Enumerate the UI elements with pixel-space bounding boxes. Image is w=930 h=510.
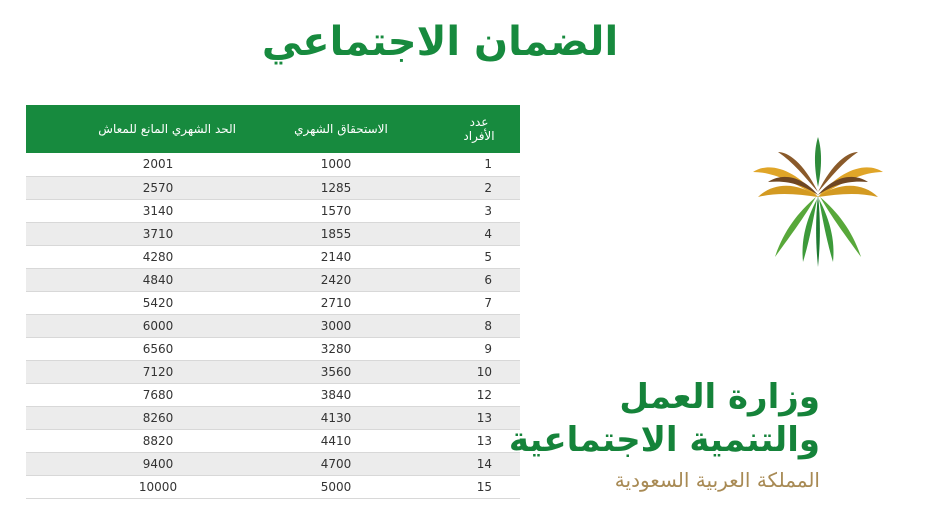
table-row (26, 222, 520, 245)
cell-count: 14 (476, 456, 492, 471)
cell-entitlement: 1285 (320, 180, 352, 195)
cell-limit: 8820 (142, 433, 174, 448)
cell-entitlement: 2420 (320, 272, 352, 287)
table-row (26, 337, 520, 360)
cell-count: 8 (484, 318, 492, 333)
cell-count: 9 (484, 341, 492, 356)
table-row (26, 452, 520, 475)
cell-entitlement: 1000 (320, 157, 352, 172)
table-row (26, 314, 520, 337)
table-row (26, 176, 520, 199)
cell-entitlement: 4410 (320, 433, 352, 448)
cell-count: 10 (476, 364, 492, 379)
table-row (26, 429, 520, 452)
cell-count: 13 (476, 410, 492, 425)
table-row (26, 245, 520, 268)
cell-entitlement: 3000 (320, 318, 352, 333)
cell-entitlement: 1855 (320, 226, 352, 241)
cell-count: 15 (476, 479, 492, 494)
cell-limit: 3710 (142, 226, 174, 241)
table-row (26, 153, 520, 176)
header-entitlement: الاستحقاق الشهري (294, 122, 388, 136)
cell-count: 12 (476, 387, 492, 402)
cell-limit: 7680 (142, 387, 174, 402)
header-limit: الحد الشهري المانع للمعاش (98, 122, 236, 136)
table-row (26, 360, 520, 383)
cell-limit: 6560 (142, 341, 174, 356)
table-header-row (26, 105, 520, 153)
cell-entitlement: 4700 (320, 456, 352, 471)
cell-limit: 9400 (142, 456, 174, 471)
cell-entitlement: 4130 (320, 410, 352, 425)
table-header (26, 105, 520, 153)
header-count-line2: الأفراد (463, 129, 495, 143)
header-count-line1: عدد (469, 115, 489, 129)
cell-count: 6 (484, 272, 492, 287)
palm-leaves-icon (753, 137, 883, 267)
cell-limit: 10000 (138, 479, 178, 494)
ministry-name-line2: والتنمية الاجتماعية (508, 420, 820, 460)
cell-limit: 2570 (142, 180, 174, 195)
cell-entitlement: 3280 (320, 341, 352, 356)
cell-count: 7 (484, 295, 492, 310)
cell-limit: 6000 (142, 318, 174, 333)
ministry-name-line1: وزارة العمل (619, 377, 820, 417)
ministry-logo (508, 115, 878, 492)
cell-entitlement: 2140 (320, 249, 352, 264)
header-count (438, 105, 520, 153)
cell-entitlement: 1570 (320, 203, 352, 218)
cell-count: 13 (476, 433, 492, 448)
table-row (26, 268, 520, 291)
cell-limit: 3140 (142, 203, 174, 218)
cell-entitlement: 3560 (320, 364, 352, 379)
cell-count: 3 (484, 203, 492, 218)
table-row (26, 406, 520, 429)
country-name: المملكة العربية السعودية (614, 468, 820, 492)
cell-limit: 4840 (142, 272, 174, 287)
cell-count: 1 (484, 157, 492, 172)
cell-limit: 2001 (142, 157, 174, 172)
cell-limit: 5420 (142, 295, 174, 310)
cell-count: 4 (484, 226, 492, 241)
table-row (26, 383, 520, 406)
page-title: الضمان الاجتماعي (261, 19, 619, 65)
table-row (26, 291, 520, 314)
cell-entitlement: 2710 (320, 295, 352, 310)
cell-entitlement: 3840 (320, 387, 352, 402)
benefits-table-container (26, 105, 512, 499)
cell-count: 5 (484, 249, 492, 264)
table-body (26, 153, 520, 498)
cell-limit: 4280 (142, 249, 174, 264)
table-row (26, 199, 520, 222)
cell-limit: 8260 (142, 410, 174, 425)
cell-limit: 7120 (142, 364, 174, 379)
cell-entitlement: 5000 (320, 479, 352, 494)
table-row (26, 475, 520, 498)
cell-count: 2 (484, 180, 492, 195)
benefits-table (26, 105, 520, 499)
